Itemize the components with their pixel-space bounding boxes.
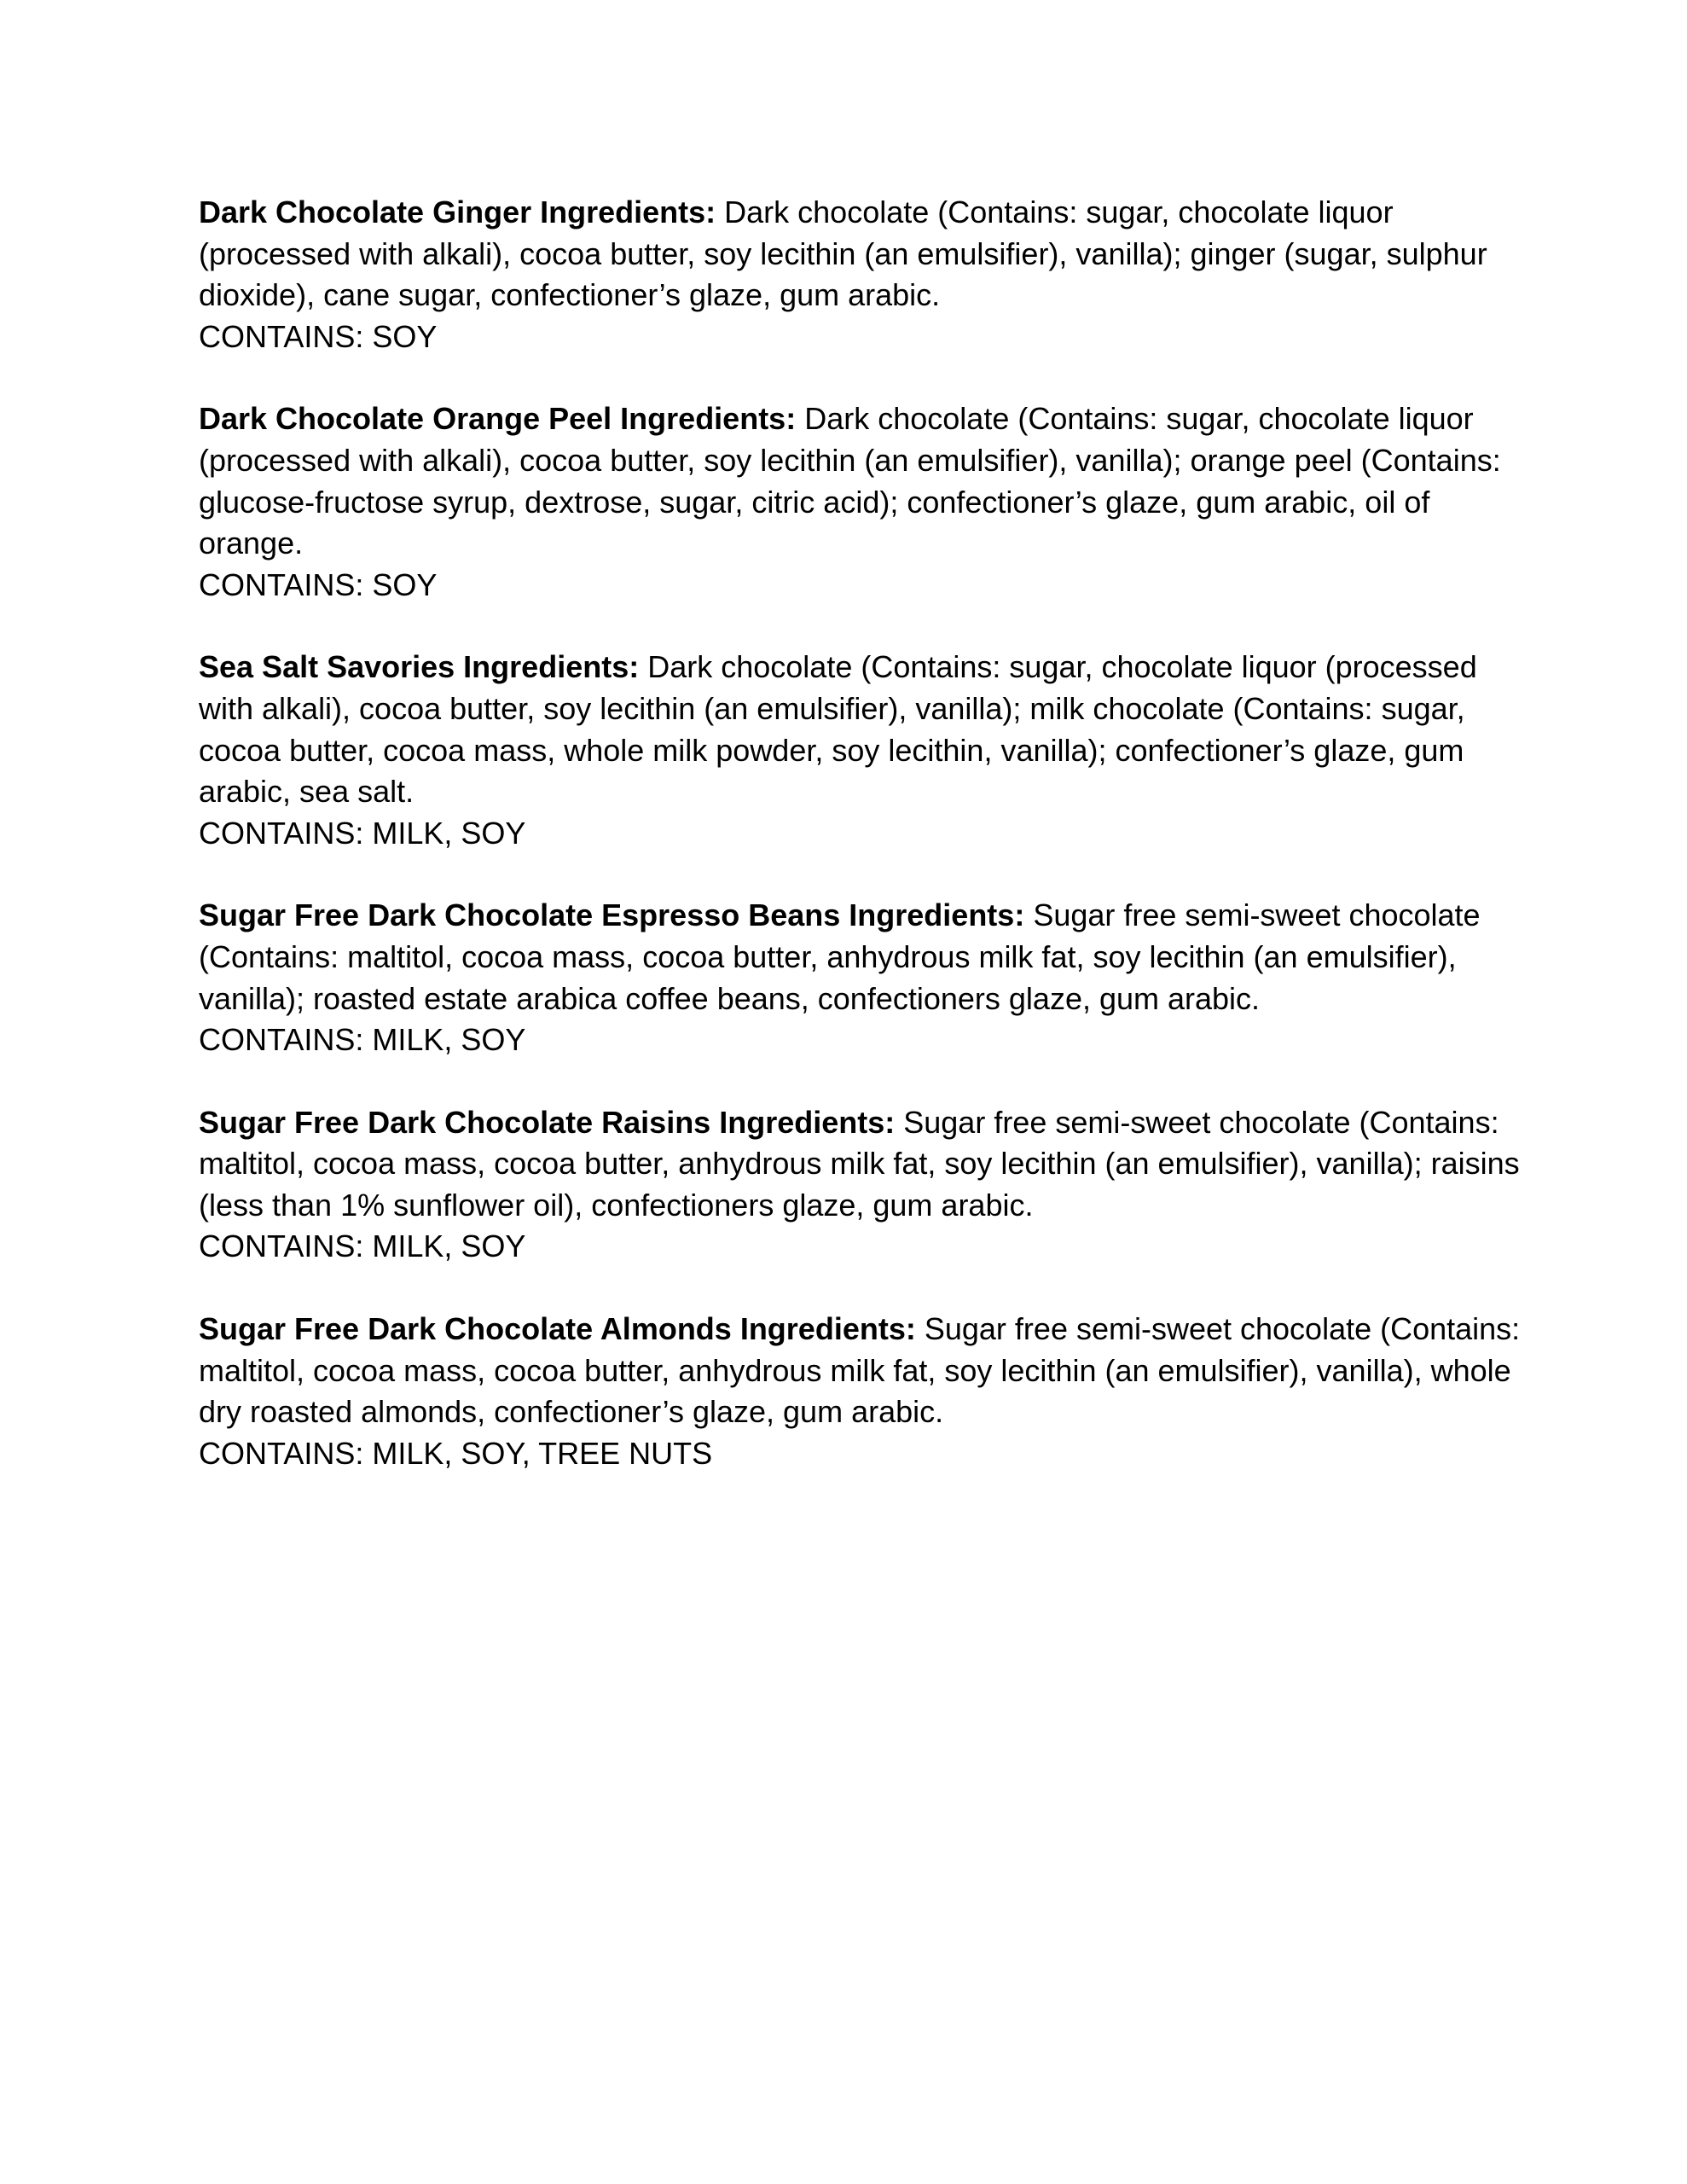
ingredient-paragraph [199, 398, 1529, 564]
ingredient-list: Dark chocolate (Contains: sugar, chocolate liquor (processed with alkali), cocoa butter, soy lecithin (an emulsifier), vanilla); orange peel (Contains: glucose-fructose syrup, dextrose, sugar, citric acid); confectioner’s glaze, gum arabic, oil of orange. [199, 401, 1501, 561]
ingredient-entry-sugar-free-almonds [199, 1309, 1529, 1474]
ingredient-list: Sugar free semi-sweet chocolate (Contains: maltitol, cocoa mass, cocoa butter, anhydrous milk fat, soy lecithin (an emulsifier), vanilla); roasted estate arabica coffee beans, confectioners glaze, gum arabic. [199, 897, 1481, 1016]
ingredient-paragraph [199, 192, 1529, 317]
ingredient-list: Dark chocolate (Contains: sugar, chocolate liquor (processed with alkali), cocoa butter, soy lecithin (an emulsifier), vanilla); milk chocolate (Contains: sugar, cocoa butter, cocoa mass, whole milk powder, soy lecithin, vanilla); confectioner’s glaze, gum arabic, sea salt. [199, 649, 1477, 810]
product-name: Sugar Free Dark Chocolate Raisins Ingredients: [199, 1104, 896, 1140]
ingredient-list: Sugar free semi-sweet chocolate (Contains: maltitol, cocoa mass, cocoa butter, anhydrous milk fat, soy lecithin (an emulsifier), vanilla), whole dry roasted almonds, confectioner’s glaze, gum arabic. [199, 1311, 1521, 1430]
allergen-statement: CONTAINS: SOY [199, 566, 438, 602]
product-name: Dark Chocolate Ginger Ingredients: [199, 195, 716, 229]
ingredient-list: Sugar free semi-sweet chocolate (Contains: maltitol, cocoa mass, cocoa butter, anhydrous milk fat, soy lecithin (an emulsifier), vanilla); raisins (less than 1% sunflower oil), confectioners glaze, gum arabic. [199, 1104, 1520, 1223]
allergen-statement: CONTAINS: MILK, SOY [199, 1228, 526, 1264]
ingredient-entry-sugar-free-raisins [199, 1102, 1529, 1268]
ingredient-paragraph [199, 647, 1529, 812]
product-name: Sugar Free Dark Chocolate Espresso Beans Ingredients: [199, 897, 1025, 933]
ingredient-list: Dark chocolate (Contains: sugar, chocolate liquor (processed with alkali), cocoa butter, soy lecithin (an emulsifier), vanilla); ginger (sugar, sulphur dioxide), cane sugar, confectioner’s glaze, gum arabic. [199, 195, 1487, 313]
document-page [199, 192, 1529, 1515]
ingredient-paragraph [199, 1309, 1529, 1433]
ingredient-paragraph [199, 1102, 1529, 1227]
product-name: Dark Chocolate Orange Peel Ingredients: [199, 401, 797, 437]
product-name: Sea Salt Savories Ingredients: [199, 649, 640, 685]
allergen-statement: CONTAINS: SOY [199, 318, 438, 354]
allergen-statement: CONTAINS: MILK, SOY [199, 1022, 526, 1058]
allergen-statement: CONTAINS: MILK, SOY, TREE NUTS [199, 1435, 713, 1471]
ingredient-paragraph [199, 895, 1529, 1019]
ingredient-entry-sugar-free-espresso-beans [199, 895, 1529, 1060]
allergen-statement: CONTAINS: MILK, SOY [199, 815, 526, 851]
ingredient-entry-dark-chocolate-ginger [199, 192, 1529, 357]
ingredient-entry-sea-salt-savories [199, 647, 1529, 854]
product-name: Sugar Free Dark Chocolate Almonds Ingredients: [199, 1311, 916, 1347]
ingredient-entry-dark-chocolate-orange-peel [199, 398, 1529, 606]
